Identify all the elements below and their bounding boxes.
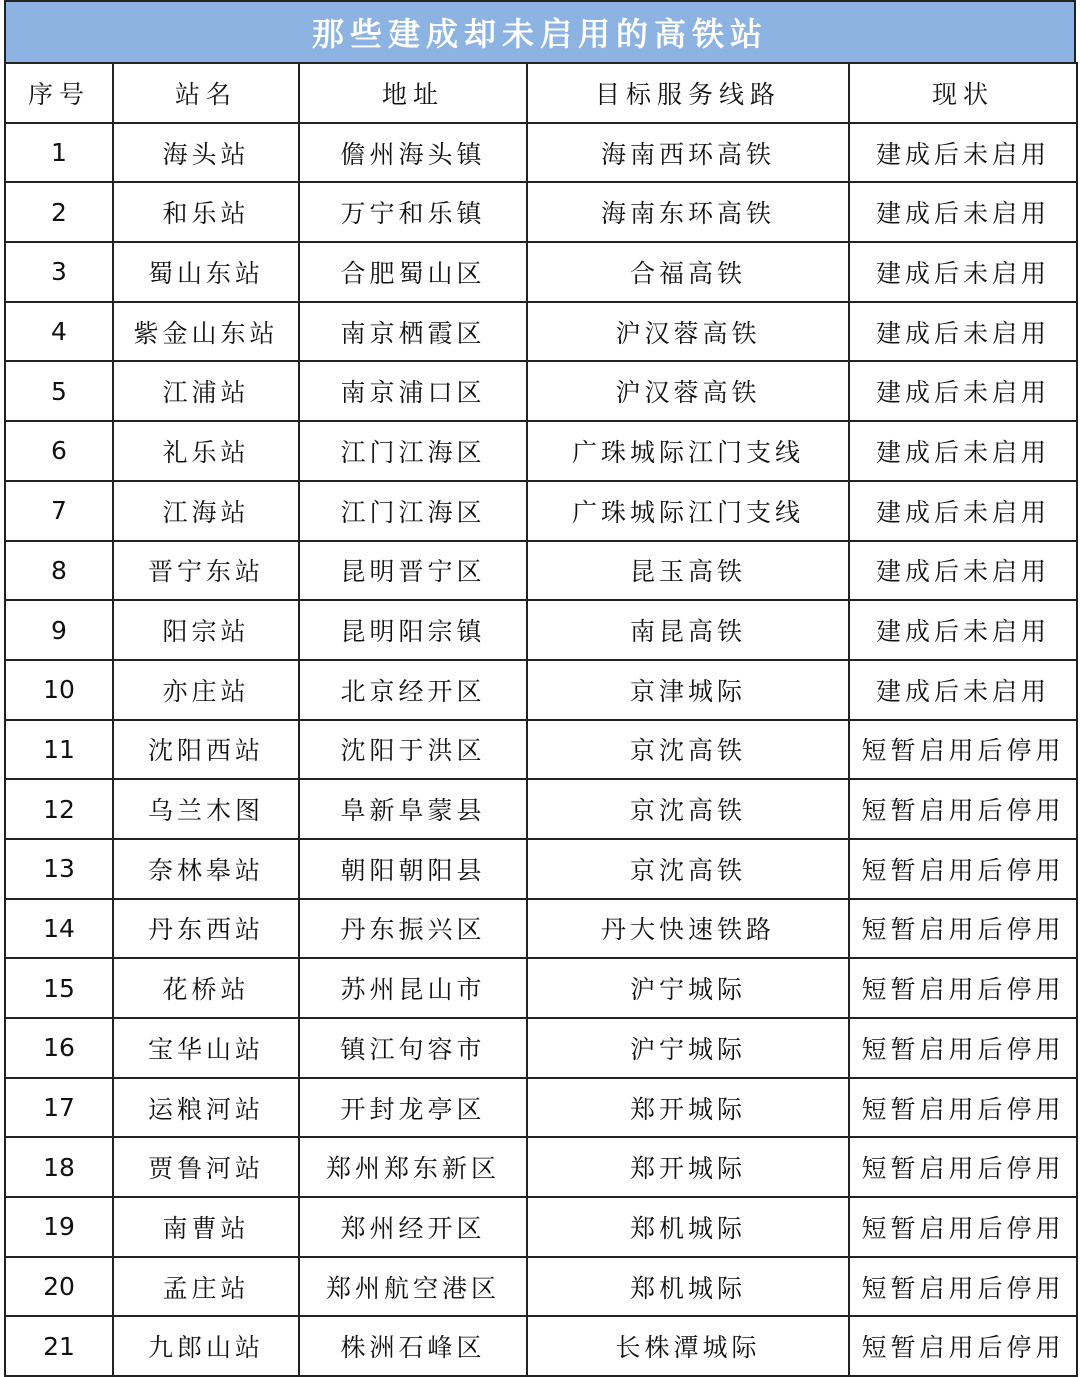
cell-service-line: 京沈高铁 — [527, 839, 849, 899]
cell-status: 建成后未启用 — [849, 361, 1077, 421]
cell-index: 15 — [5, 958, 113, 1018]
table-body — [5, 123, 1077, 1376]
cell-service-line: 京沈高铁 — [527, 779, 849, 839]
cell-service-line: 广珠城际江门支线 — [527, 481, 849, 541]
table-row — [5, 720, 1077, 780]
table-row — [5, 1018, 1077, 1078]
cell-station-name: 亦庄站 — [113, 660, 299, 720]
cell-status: 短暂启用后停用 — [849, 899, 1077, 959]
header-row — [5, 63, 1077, 123]
table-row — [5, 1137, 1077, 1197]
table-row — [5, 361, 1077, 421]
cell-index: 1 — [5, 123, 113, 183]
table-row — [5, 541, 1077, 601]
cell-index: 20 — [5, 1257, 113, 1317]
cell-service-line: 郑机城际 — [527, 1197, 849, 1257]
table-row — [5, 242, 1077, 302]
cell-address: 朝阳朝阳县 — [299, 839, 527, 899]
cell-address: 南京栖霞区 — [299, 302, 527, 362]
cell-index: 9 — [5, 600, 113, 660]
cell-service-line: 沪汉蓉高铁 — [527, 361, 849, 421]
cell-station-name: 九郎山站 — [113, 1316, 299, 1376]
cell-station-name: 花桥站 — [113, 958, 299, 1018]
cell-address: 郑州经开区 — [299, 1197, 527, 1257]
cell-station-name: 晋宁东站 — [113, 541, 299, 601]
cell-service-line: 沪汉蓉高铁 — [527, 302, 849, 362]
cell-status: 建成后未启用 — [849, 242, 1077, 302]
cell-service-line: 郑机城际 — [527, 1257, 849, 1317]
cell-index: 6 — [5, 421, 113, 481]
cell-index: 13 — [5, 839, 113, 899]
cell-address: 儋州海头镇 — [299, 123, 527, 183]
table-row — [5, 421, 1077, 481]
cell-service-line: 郑开城际 — [527, 1137, 849, 1197]
cell-station-name: 运粮河站 — [113, 1078, 299, 1138]
cell-station-name: 江浦站 — [113, 361, 299, 421]
cell-address: 株洲石峰区 — [299, 1316, 527, 1376]
cell-station-name: 乌兰木图 — [113, 779, 299, 839]
cell-index: 17 — [5, 1078, 113, 1138]
cell-status: 短暂启用后停用 — [849, 1316, 1077, 1376]
cell-service-line: 昆玉高铁 — [527, 541, 849, 601]
header-address: 地址 — [299, 63, 527, 123]
cell-status: 短暂启用后停用 — [849, 1137, 1077, 1197]
table-row — [5, 899, 1077, 959]
cell-index: 2 — [5, 182, 113, 242]
cell-status: 建成后未启用 — [849, 182, 1077, 242]
header-service-line: 目标服务线路 — [527, 63, 849, 123]
cell-service-line: 京津城际 — [527, 660, 849, 720]
cell-station-name: 蜀山东站 — [113, 242, 299, 302]
cell-service-line: 广珠城际江门支线 — [527, 421, 849, 481]
table-row — [5, 1316, 1077, 1376]
cell-station-name: 奈林皋站 — [113, 839, 299, 899]
cell-address: 苏州昆山市 — [299, 958, 527, 1018]
cell-index: 5 — [5, 361, 113, 421]
cell-address: 镇江句容市 — [299, 1018, 527, 1078]
cell-status: 建成后未启用 — [849, 302, 1077, 362]
table-row — [5, 123, 1077, 183]
table-row — [5, 839, 1077, 899]
cell-status: 短暂启用后停用 — [849, 779, 1077, 839]
cell-address: 合肥蜀山区 — [299, 242, 527, 302]
cell-index: 16 — [5, 1018, 113, 1078]
cell-index: 7 — [5, 481, 113, 541]
table-row — [5, 660, 1077, 720]
cell-status: 短暂启用后停用 — [849, 958, 1077, 1018]
cell-service-line: 郑开城际 — [527, 1078, 849, 1138]
cell-service-line: 海南东环高铁 — [527, 182, 849, 242]
cell-station-name: 海头站 — [113, 123, 299, 183]
table-row — [5, 1257, 1077, 1317]
cell-status: 建成后未启用 — [849, 421, 1077, 481]
cell-index: 10 — [5, 660, 113, 720]
cell-address: 江门江海区 — [299, 421, 527, 481]
cell-index: 19 — [5, 1197, 113, 1257]
cell-status: 建成后未启用 — [849, 660, 1077, 720]
table-row — [5, 779, 1077, 839]
cell-status: 建成后未启用 — [849, 123, 1077, 183]
table-row — [5, 1197, 1077, 1257]
cell-station-name: 紫金山东站 — [113, 302, 299, 362]
cell-service-line: 合福高铁 — [527, 242, 849, 302]
cell-service-line: 海南西环高铁 — [527, 123, 849, 183]
table-row — [5, 182, 1077, 242]
table-row — [5, 1078, 1077, 1138]
cell-station-name: 阳宗站 — [113, 600, 299, 660]
table-row — [5, 958, 1077, 1018]
cell-address: 丹东振兴区 — [299, 899, 527, 959]
cell-address: 昆明阳宗镇 — [299, 600, 527, 660]
cell-address: 开封龙亭区 — [299, 1078, 527, 1138]
cell-address: 北京经开区 — [299, 660, 527, 720]
cell-index: 8 — [5, 541, 113, 601]
station-table-sheet — [4, 0, 1076, 1377]
cell-status: 短暂启用后停用 — [849, 720, 1077, 780]
cell-service-line: 京沈高铁 — [527, 720, 849, 780]
cell-service-line: 沪宁城际 — [527, 1018, 849, 1078]
cell-address: 昆明晋宁区 — [299, 541, 527, 601]
cell-index: 3 — [5, 242, 113, 302]
table-row — [5, 481, 1077, 541]
table-title: 那些建成却未启用的高铁站 — [4, 0, 1076, 62]
cell-station-name: 和乐站 — [113, 182, 299, 242]
cell-status: 短暂启用后停用 — [849, 1078, 1077, 1138]
cell-station-name: 宝华山站 — [113, 1018, 299, 1078]
cell-service-line: 丹大快速铁路 — [527, 899, 849, 959]
cell-station-name: 沈阳西站 — [113, 720, 299, 780]
cell-status: 短暂启用后停用 — [849, 1197, 1077, 1257]
cell-status: 短暂启用后停用 — [849, 1018, 1077, 1078]
cell-station-name: 贾鲁河站 — [113, 1137, 299, 1197]
cell-address: 江门江海区 — [299, 481, 527, 541]
cell-address: 郑州郑东新区 — [299, 1137, 527, 1197]
cell-service-line: 沪宁城际 — [527, 958, 849, 1018]
cell-address: 郑州航空港区 — [299, 1257, 527, 1317]
cell-index: 12 — [5, 779, 113, 839]
station-table — [4, 62, 1078, 1377]
cell-index: 11 — [5, 720, 113, 780]
cell-station-name: 江海站 — [113, 481, 299, 541]
cell-address: 沈阳于洪区 — [299, 720, 527, 780]
table-row — [5, 302, 1077, 362]
cell-index: 18 — [5, 1137, 113, 1197]
cell-address: 阜新阜蒙县 — [299, 779, 527, 839]
cell-status: 建成后未启用 — [849, 481, 1077, 541]
cell-index: 14 — [5, 899, 113, 959]
cell-index: 4 — [5, 302, 113, 362]
cell-status: 短暂启用后停用 — [849, 839, 1077, 899]
header-station-name: 站名 — [113, 63, 299, 123]
cell-station-name: 南曹站 — [113, 1197, 299, 1257]
cell-station-name: 丹东西站 — [113, 899, 299, 959]
header-status: 现状 — [849, 63, 1077, 123]
table-row — [5, 600, 1077, 660]
cell-status: 短暂启用后停用 — [849, 1257, 1077, 1317]
cell-service-line: 长株潭城际 — [527, 1316, 849, 1376]
cell-station-name: 孟庄站 — [113, 1257, 299, 1317]
cell-index: 21 — [5, 1316, 113, 1376]
cell-address: 万宁和乐镇 — [299, 182, 527, 242]
cell-status: 建成后未启用 — [849, 600, 1077, 660]
cell-service-line: 南昆高铁 — [527, 600, 849, 660]
cell-station-name: 礼乐站 — [113, 421, 299, 481]
cell-status: 建成后未启用 — [849, 541, 1077, 601]
cell-address: 南京浦口区 — [299, 361, 527, 421]
header-index: 序号 — [5, 63, 113, 123]
